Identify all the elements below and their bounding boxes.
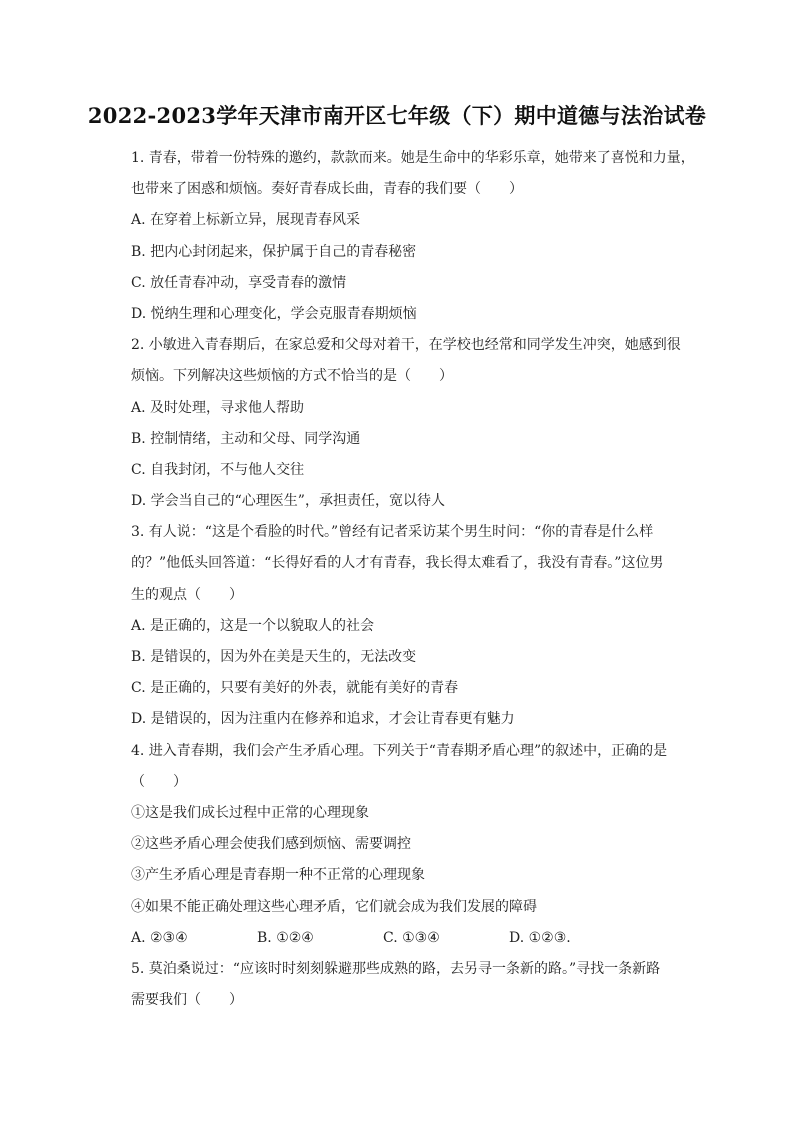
question-list [131, 143, 697, 1016]
inline-options-row [131, 923, 697, 954]
answer-option-c: C. 自我封闭，不与他人交往 [131, 461, 305, 478]
answer-option-b: B. 是错误的，因为外在美是天生的，无法改变 [131, 649, 417, 665]
answer-option-d: D. 悦纳生理和心理变化，学会克服青春期烦恼 [131, 305, 417, 322]
statement-1: ①这是我们成长过程中正常的心理现象 [131, 804, 369, 821]
answer-option-a: A. ②③④ [131, 929, 188, 946]
question-stem-line: 生的观点（ ） [131, 586, 243, 603]
answer-option-d: D. 学会当自己的“心理医生”，承担责任，宽以待人 [131, 493, 445, 510]
question-stem-line: 1. 青春，带着一份特殊的邀约，款款而来。她是生命中的华彩乐章，她带来了喜悦和力量， [131, 150, 695, 166]
question-stem-line: 3. 有人说：“这是个看脸的时代。”曾经有记者采访某个男生时问：“你的青春是什么样 [131, 524, 654, 541]
question-stem-line: 2. 小敏进入青春期后，在家总爱和父母对着干，在学校也经常和同学发生冲突，她感到很 [131, 337, 681, 354]
question-1 [131, 143, 697, 330]
question-2 [131, 330, 697, 517]
question-3 [131, 517, 697, 735]
answer-option-a: A. 在穿着上标新立异，展现青春风采 [131, 212, 361, 229]
answer-option-b: B. ①②④ [257, 929, 314, 946]
answer-option-a: A. 是正确的，这是一个以貌取人的社会 [131, 617, 375, 634]
question-stem-line: 4. 进入青春期，我们会产生矛盾心理。下列关于“青春期矛盾心理”的叙述中，正确的是 [131, 742, 668, 759]
question-stem-line: 的？”他低头回答道：“长得好看的人才有青春，我长得太难看了，我没有青春。”这位男 [131, 555, 664, 572]
answer-option-c: C. ①③④ [383, 929, 440, 946]
answer-option-b: B. 控制情绪，主动和父母、同学沟通 [131, 430, 361, 447]
answer-option-c: C. 是正确的，只要有美好的外表，就能有美好的青春 [131, 680, 459, 697]
question-stem-line: 5. 莫泊桑说过：“应该时时刻刻躲避那些成熟的路，去另寻一条新的路。”寻找一条新路 [131, 960, 661, 977]
statement-3: ③产生矛盾心理是青春期一种不正常的心理现象 [131, 867, 425, 884]
question-stem-line: （ ） [131, 773, 187, 790]
question-stem-line: 需要我们（ ） [131, 992, 243, 1009]
question-stem-line: 烦恼。下列解决这些烦恼的方式不恰当的是（ ） [131, 368, 453, 385]
question-stem-line: 也带来了困惑和烦恼。奏好青春成长曲，青春的我们要（ ） [131, 181, 523, 198]
question-4 [131, 736, 697, 954]
exam-title: 2022-2023学年天津市南开区七年级（下）期中道德与法治试卷 [87, 103, 707, 128]
question-5 [131, 954, 697, 1016]
answer-option-d: D. 是错误的，因为注重内在修养和追求，才会让青春更有魅力 [131, 711, 515, 728]
answer-option-c: C. 放任青春冲动，享受青春的激情 [131, 274, 347, 291]
answer-option-b: B. 把内心封闭起来，保护属于自己的青春秘密 [131, 243, 417, 260]
answer-option-d: D. ①②③. [509, 929, 571, 946]
statement-4: ④如果不能正确处理这些心理矛盾，它们就会成为我们发展的障碍 [131, 898, 537, 915]
statement-2: ②这些矛盾心理会使我们感到烦恼、需要调控 [131, 836, 411, 853]
answer-option-a: A. 及时处理，寻求他人帮助 [131, 399, 305, 416]
